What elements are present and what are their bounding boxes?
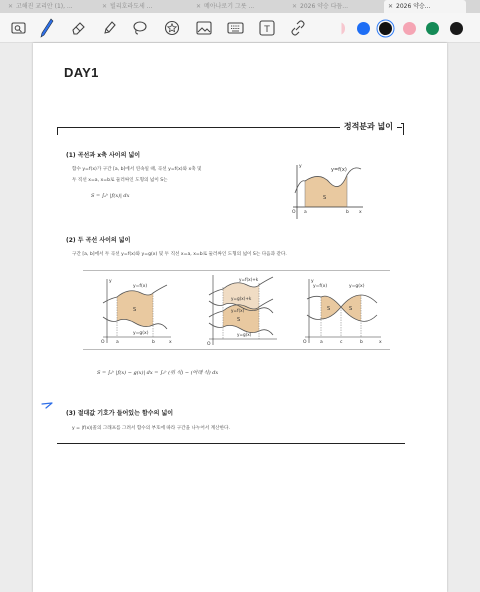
fc-b-label: b (360, 340, 363, 345)
close-icon[interactable]: ✕ (196, 3, 202, 10)
color-swatch-black-selected[interactable] (379, 22, 392, 35)
pen-icon[interactable] (36, 13, 58, 43)
fc-s1-label: S (327, 306, 331, 312)
highlighter-icon[interactable] (98, 13, 120, 43)
fb-f2-label: y=f(x) (231, 308, 245, 313)
tab-4[interactable]: ✕ 2026 약승 다듬... (292, 3, 349, 10)
tab-bar (0, 0, 480, 13)
zoom-icon[interactable] (8, 13, 30, 43)
tab-2[interactable]: ✕ 빌리호라도세 ... (102, 3, 153, 10)
s2-heading: (2) 두 곡선 사이의 넓이 (66, 237, 131, 244)
link-icon[interactable] (287, 13, 309, 43)
color-swatch-blue[interactable] (357, 22, 370, 35)
b-label: b (346, 210, 349, 215)
shape-icon[interactable] (161, 13, 183, 43)
tab-5-active[interactable]: ✕ 2026 약승... (384, 0, 466, 13)
fc-c-label: c (340, 340, 343, 345)
y-label: y (299, 164, 302, 169)
eraser-icon[interactable] (67, 13, 89, 43)
fa-y-label: y (109, 279, 112, 284)
s2-figure-c (299, 275, 385, 345)
section-title: 정적분과 넓이 (340, 121, 397, 132)
fa-s-label: S (133, 307, 137, 313)
curve-label: y=f(x) (331, 167, 347, 173)
color-swatch-pink[interactable] (403, 22, 416, 35)
area-label: S (323, 195, 327, 201)
fa-b-label: b (152, 340, 155, 345)
fc-a-label: a (320, 340, 323, 345)
s1-figure (285, 161, 365, 221)
pen-annotation-mark (41, 401, 55, 409)
fc-y-label: y (311, 279, 314, 284)
fc-s2-label: S (349, 306, 353, 312)
s1-line1: 함수 y=f(x)가 구간 [a, b]에서 연속일 때, 곡선 y=f(x)와 x축 및 (72, 167, 202, 172)
s2-line1: 구간 [a, b]에서 두 곡선 y=f(x)와 y=g(x) 및 두 직선 x=a, x=b로 둘러싸인 도형의 넓이 S는 다음과 같다. (72, 252, 287, 257)
fa-a-label: a (116, 340, 119, 345)
x-label: x (359, 210, 362, 215)
fb-g2-label: y=g(x) (237, 332, 252, 337)
fb-g1-label: y=g(x)+k (231, 296, 252, 301)
annotation-toolbar (0, 13, 480, 43)
fa-x-label: x (169, 340, 172, 345)
fb-f-label: y=f(x)+k (239, 277, 259, 282)
document-page (33, 43, 447, 592)
s1-line2: 두 직선 x=a, x=b로 둘러싸인 도형의 넓이 S는 (72, 178, 168, 183)
s3-line1: y = |f(x)|꼴의 그래프를 그려서 함수의 부호에 따라 구간을 나누어서 계산한다. (72, 426, 230, 431)
color-swatch-dark[interactable] (450, 22, 463, 35)
day-title: DAY1 (64, 65, 99, 80)
s1-heading: (1) 곡선과 x축 사이의 넓이 (66, 152, 141, 159)
a-label: a (304, 210, 307, 215)
fa-o-label: O (101, 340, 105, 345)
s1-formula: S = ∫ₐᵇ |f(x)| dx (91, 193, 130, 199)
close-icon[interactable]: ✕ (292, 3, 298, 10)
bottom-rule (57, 443, 405, 444)
close-icon[interactable]: ✕ (8, 3, 14, 10)
s3-heading: (3) 절대값 기호가 들어있는 함수의 넓이 (66, 410, 174, 417)
s1-area-shade (305, 175, 347, 207)
tab-1[interactable]: ✕ 고해진 교리안 (1), ... (8, 3, 73, 10)
keyboard-icon[interactable] (224, 13, 246, 43)
color-swatch-partial[interactable] (338, 22, 345, 35)
s2-formula: S = ∫ₐᵇ |f(x) − g(x)| dx = ∫ₐᵇ (위 식) − (아래 식) dx (97, 370, 219, 376)
fb-o-label: O (207, 342, 211, 347)
tab-3[interactable]: ✕ 메아나로기 그릇 ... (196, 3, 255, 10)
fa-g-label: y=g(x) (133, 331, 149, 336)
fc-g-label: y=g(x) (349, 284, 365, 289)
color-swatch-green[interactable] (426, 22, 439, 35)
section-bracket-right (401, 123, 404, 135)
fc-x-label: x (379, 340, 382, 345)
close-icon[interactable]: ✕ (102, 3, 108, 10)
close-icon[interactable]: ✕ (388, 3, 394, 10)
image-icon[interactable] (193, 13, 215, 43)
lasso-icon[interactable] (129, 13, 151, 43)
s2-figure-a (95, 275, 175, 345)
fc-f-label: y=f(x) (313, 284, 328, 289)
fb-s-label: S (237, 317, 241, 323)
fc-o-label: O (303, 340, 307, 345)
fa-f-label: y=f(x) (133, 284, 148, 289)
svg-text:T: T (264, 25, 270, 35)
origin-label: O (292, 210, 296, 215)
s2-figure-b (201, 273, 281, 347)
text-icon[interactable] (256, 13, 278, 43)
